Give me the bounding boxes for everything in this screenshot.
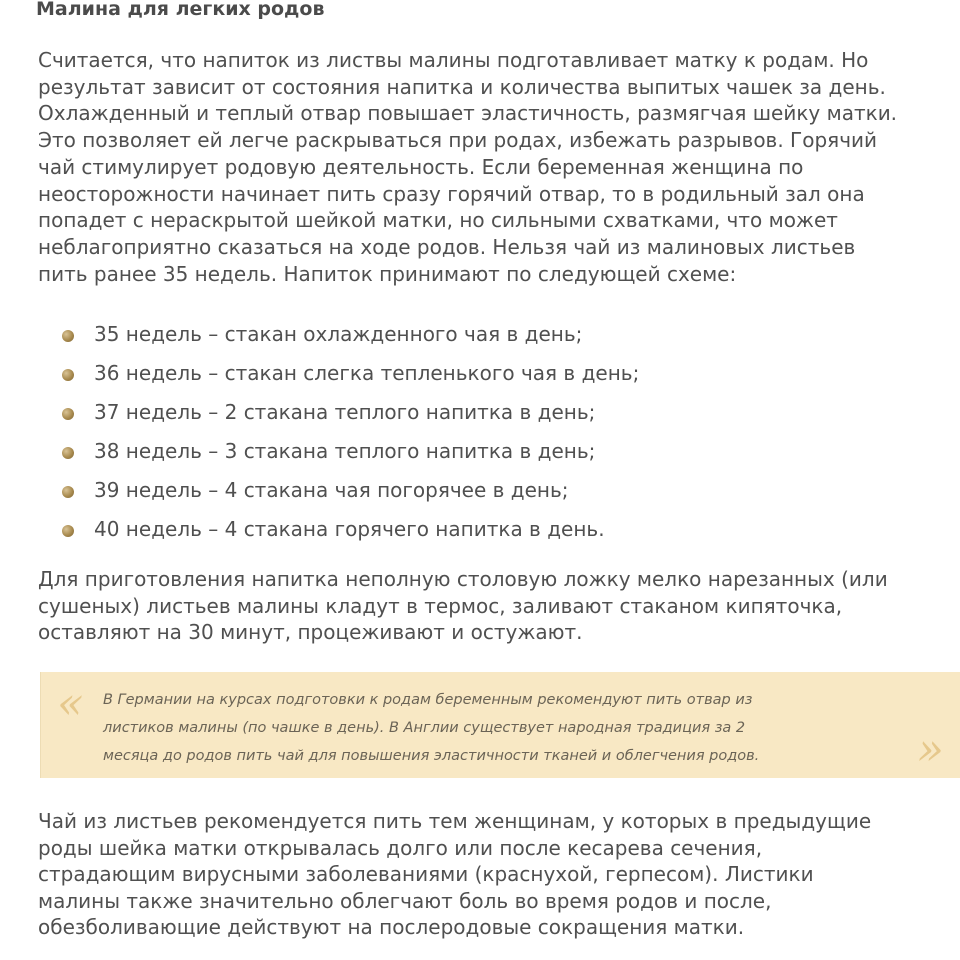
paragraph-line: обезболивающие действуют на послеродовые сокращения матки. (38, 915, 745, 939)
paragraph-line: чай стимулирует родовую деятельность. Если беременная женщина по (38, 154, 804, 179)
list-item-text: 37 недель – 2 стакана теплого напитка в день; (94, 400, 596, 424)
paragraph-line: пить ранее 35 недель. Напиток принимают по следующей схеме: (38, 261, 737, 286)
bullet-icon (62, 408, 74, 420)
quote-close-icon: » (917, 724, 944, 775)
quote-open-icon: « (57, 678, 84, 729)
list-item-text: 35 недель – стакан охлажденного чая в день; (94, 322, 583, 346)
preparation-paragraph (38, 566, 888, 646)
bullet-icon (62, 447, 74, 459)
paragraph-line: Охлажденный и теплый отвар повышает эластичность, размягчая шейку матки. (38, 101, 898, 126)
quote-text (103, 686, 759, 770)
paragraph-line: Чай из листьев рекомендуется пить тем женщинам, у которых в предыдущие (38, 809, 872, 833)
paragraph-line: роды шейка матки открывалась долго или после кесарева сечения, (38, 835, 763, 860)
quote-line: В Германии на курсах подготовки к родам беременным рекомендуют пить отвар из (103, 692, 753, 708)
list-item-text: 38 недель – 3 стакана теплого напитка в день; (94, 439, 596, 463)
article-title: Малина для легких родов (36, 0, 325, 20)
paragraph-line: неосторожности начинает пить сразу горячий отвар, то в родильный зал она (38, 181, 865, 206)
paragraph-line: попадет с нераскрытой шейкой матки, но сильными схватками, что может (38, 208, 838, 233)
list-item (60, 354, 639, 393)
paragraph-line: Для приготовления напитка неполную столовую ложку мелко нарезанных (или (38, 567, 888, 591)
paragraph-line: малины также значительно облегчают боль во время родов и после, (38, 888, 772, 913)
paragraph-line: неблагоприятно сказаться на ходе родов. Нельзя чай из малиновых листьев (38, 234, 856, 259)
paragraph-line: сушеных) листьев малины кладут в термос, заливают стаканом кипяточка, (38, 593, 843, 618)
paragraph-line: результат зависит от состояния напитка и количества выпитых чашек за день. (38, 74, 886, 99)
paragraph-line: Считается, что напиток из листвы малины подготавливает матку к родам. Но (38, 48, 869, 72)
list-item (60, 471, 639, 510)
list-item (60, 432, 639, 471)
list-item-text: 40 недель – 4 стакана горячего напитка в день. (94, 517, 605, 541)
bullet-icon (62, 330, 74, 342)
bullet-icon (62, 525, 74, 537)
list-item (60, 393, 639, 432)
paragraph-line: Это позволяет ей легче раскрываться при родах, избежать разрывов. Горячий (38, 128, 878, 153)
schedule-list (60, 315, 639, 549)
quote-block (40, 672, 960, 778)
quote-line: месяца до родов пить чай для повышения эластичности тканей и облегчения родов. (103, 748, 760, 764)
quote-line: листиков малины (по чашке в день). В Англии существует народная традиция за 2 (103, 720, 746, 736)
paragraph-line: страдающим вирусными заболеваниями (краснухой, герпесом). Листики (38, 862, 814, 886)
bullet-icon (62, 486, 74, 498)
list-item (60, 315, 639, 354)
closing-paragraph (38, 808, 871, 941)
list-item (60, 510, 639, 549)
paragraph-line: оставляют на 30 минут, процеживают и остужают. (38, 620, 583, 645)
intro-paragraph (38, 47, 897, 287)
bullet-icon (62, 369, 74, 381)
list-item-text: 39 недель – 4 стакана чая погорячее в день; (94, 478, 569, 502)
list-item-text: 36 недель – стакан слегка тепленького чая в день; (94, 361, 640, 385)
